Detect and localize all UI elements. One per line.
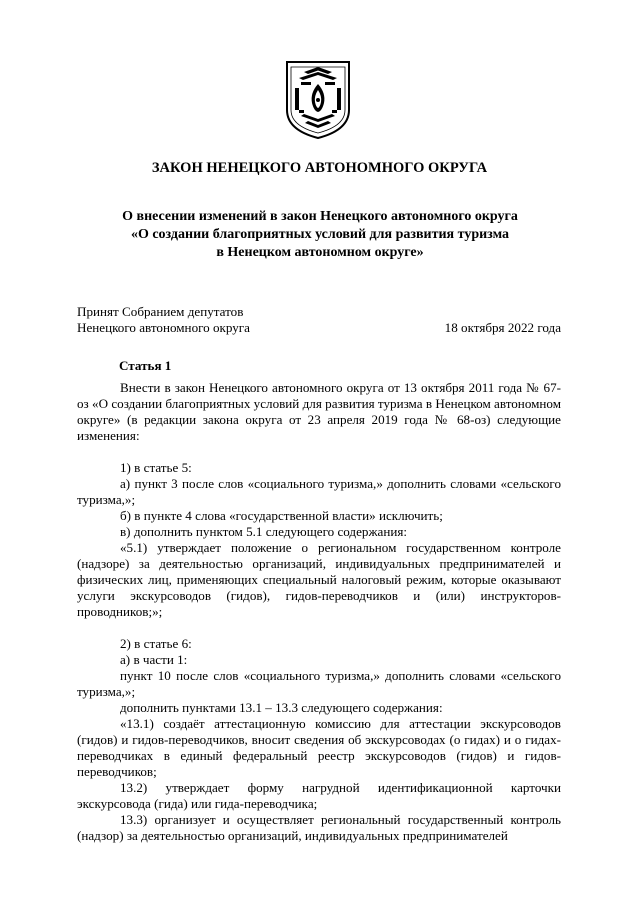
paragraph: 13.2) утверждает форму нагрудной идентификационной карточки экскурсовода (гида) или гида-переводчика;	[77, 780, 561, 811]
adoption-date: 18 октября 2022 года	[444, 320, 561, 335]
law-subtitle	[60, 208, 580, 262]
paragraph: 1) в статье 5:	[120, 460, 192, 475]
paragraph: «13.1) создаёт аттестационную комиссию для аттестации экскурсоводов (гидов) и гидов-переводчиков, вносит сведения об экскурсоводах (о гидах) и о гидах-переводчиках в единый федеральный реестр экскурсоводов (гидов) и гидов-переводчиков;	[77, 716, 561, 779]
paragraph: б) в пункте 4 слова «государственной власти» исключить;	[120, 508, 443, 523]
paragraph: Внести в закон Ненецкого автономного округа от 13 октября 2011 года № 67-оз «О создании благоприятных условий для развития туризма в Ненецком автономном округе» (в редакции закона округа от 23 апреля 2019 года № 68-оз) следующие изменения:	[77, 380, 561, 443]
adoption-line: Принят Собранием депутатов	[77, 304, 244, 319]
paragraph: 2) в статье 6:	[120, 636, 192, 651]
article-heading: Статья 1	[119, 358, 172, 373]
coat-of-arms-emblem	[285, 60, 351, 140]
adoption-line: Ненецкого автономного округа	[77, 320, 250, 335]
paragraph: а) в части 1:	[120, 652, 188, 667]
subtitle-line: О внесении изменений в закон Ненецкого автономного округа	[122, 209, 518, 224]
paragraph: дополнить пунктами 13.1 – 13.3 следующего содержания:	[120, 700, 443, 715]
adoption-block	[77, 304, 377, 336]
subtitle-line: в Ненецком автономном округе»	[216, 245, 424, 260]
paragraph: 13.3) организует и осуществляет региональный государственный контроль (надзор) за деятельностью организаций, индивидуальных предпринимателей	[77, 812, 561, 843]
law-title: ЗАКОН НЕНЕЦКОГО АВТОНОМНОГО ОКРУГА	[151, 160, 488, 176]
article-body	[77, 380, 561, 844]
paragraph: «5.1) утверждает положение о региональном государственном контроле (надзоре) за деятельностью организаций, индивидуальных предпринимателей и физических лиц, применяющих специальный налоговый режим, которые оказывают услуги экскурсоводов (гидов), гидов-переводчиков и (или) инструкторов-проводников;»;	[77, 540, 561, 619]
paragraph: пункт 10 после слов «социального туризма,» дополнить словами «сельского туризма,»;	[77, 668, 561, 699]
spacer	[77, 444, 561, 460]
paragraph: а) пункт 3 после слов «социального туризма,» дополнить словами «сельского туризма,»;	[77, 476, 561, 507]
paragraph: в) дополнить пунктом 5.1 следующего содержания:	[120, 524, 407, 539]
spacer	[77, 620, 561, 636]
subtitle-line: «О создании благоприятных условий для развития туризма	[130, 227, 510, 242]
